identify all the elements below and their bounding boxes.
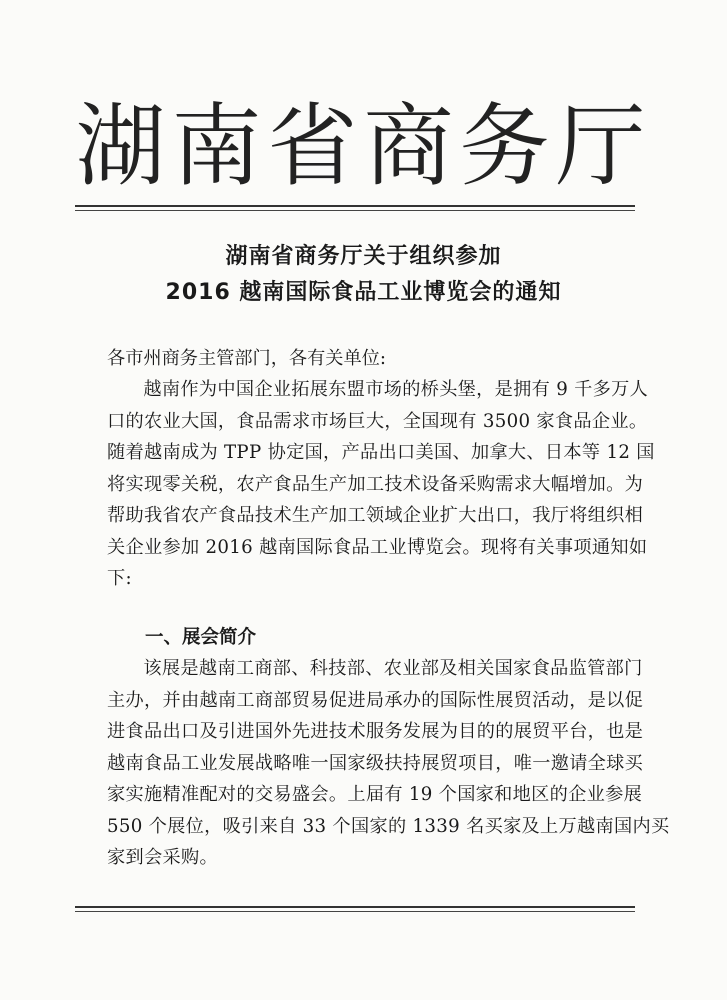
paragraph-line: 帮助我省农产食品技术生产加工领域企业扩大出口，我厅将组织相 bbox=[107, 505, 644, 526]
notice-title-line-2: 2016 越南国际食品工业博览会的通知 bbox=[165, 280, 562, 305]
paragraph-line: 越南作为中国企业拓展东盟市场的桥头堡，是拥有 9 千多万人 bbox=[143, 379, 649, 400]
letterhead-title: 湖南省商务厅 bbox=[75, 94, 652, 199]
paragraph-intro bbox=[107, 374, 655, 595]
letterhead-rule-thick bbox=[75, 205, 635, 207]
paragraph-line: 进食品出口及引进国外先进技术服务发展为目的的展贸平台，也是 bbox=[107, 721, 644, 742]
footer-rule-thin bbox=[75, 911, 635, 912]
paragraph-line: 下: bbox=[107, 568, 132, 589]
paragraph-line: 家到会采购。 bbox=[107, 847, 218, 868]
footer-rule-thick bbox=[75, 906, 635, 908]
section-heading-exhibition-intro: 一、展会简介 bbox=[145, 627, 257, 648]
paragraph-line: 将实现零关税，农产食品生产加工技术设备采购需求大幅增加。为 bbox=[107, 473, 644, 495]
paragraph-line: 550 个展位，吸引来自 33 个国家的 1339 名买家及上万越南国内买 bbox=[107, 815, 670, 837]
paragraph-line: 该展是越南工商部、科技部、农业部及相关国家食品监管部门 bbox=[143, 658, 643, 679]
paragraph-line: 越南食品工业发展战略唯一国家级扶持展贸项目，唯一邀请全球买 bbox=[107, 752, 644, 774]
paragraph-line: 主办，并由越南工商部贸易促进局承办的国际性展贸活动，是以促 bbox=[107, 689, 644, 711]
paragraph-line: 家实施精准配对的交易盛会。上届有 19 个国家和地区的企业参展 bbox=[107, 784, 643, 805]
paragraph-line: 口的农业大国，食品需求市场巨大，全国现有 3500 家食品企业。 bbox=[107, 410, 648, 432]
paragraph-line: 关企业参加 2016 越南国际食品工业博览会。现将有关事项通知如 bbox=[107, 536, 648, 558]
paragraph-exhibition-intro bbox=[107, 653, 670, 874]
notice-title-line-1: 湖南省商务厅关于组织参加 bbox=[225, 244, 502, 269]
letterhead-rule-thin bbox=[75, 210, 635, 211]
paragraph-line: 随着越南成为 TPP 协定国，产品出口美国、加拿大、日本等 12 国 bbox=[107, 442, 655, 463]
salutation: 各市州商务主管部门，各有关单位: bbox=[107, 348, 386, 369]
